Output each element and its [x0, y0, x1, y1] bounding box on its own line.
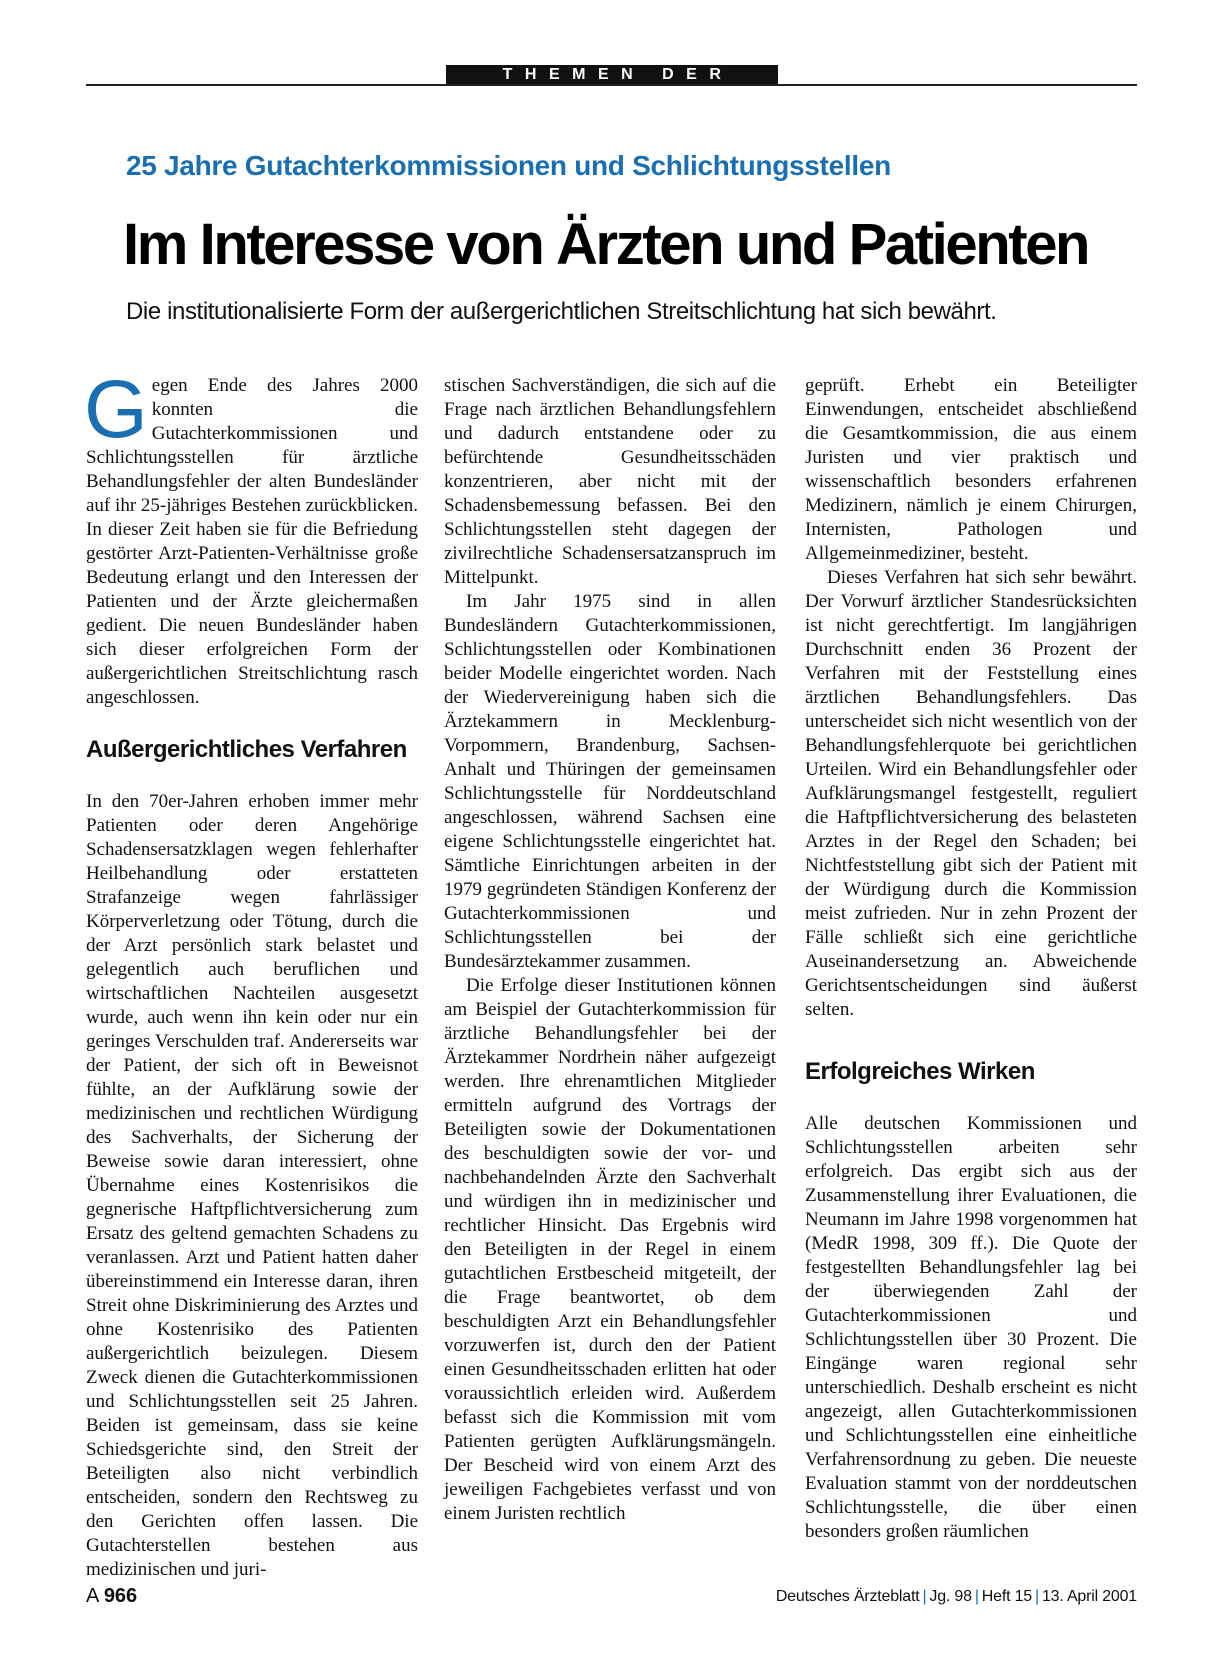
- body-paragraph: Die Erfolge dieser Institutionen können am Beispiel der Gutachterkommission für ärztliche Behandlungsfehler bei der Ärztekammer Nordrhein näher aufgezeigt werden. Ihre ehrenamtlichen Mitglieder ermitteln aufgrund des Vortrags der Beteiligten sowie der Dokumentationen des beschuldigten sowie der vor- und nachbehandelnden Ärzte den Sachverhalt und würdigen ihn in medizinischer und rechtlicher Hinsicht. Das Ergebnis wird den Beteiligten in der Regel in einem gutachtlichen Erstbescheid mitgeteilt, der die Frage beantwortet, ob dem beschuldigten Arzt ein Behandlungsfehler vorzuwerfen ist, durch den der Patient einen Gesundheitsschaden erlitten hat oder voraussichtlich erleiden wird. Außerdem befasst sich die Kommission mit vom Patienten gerügten Aufklärungsmängeln. Der Bescheid wird von einem Arzt des jeweiligen Fachgebietes verfasst und von einem Juristen rechtlich: [444, 975, 776, 1524]
- article-kicker: 25 Jahre Gutachterkommissionen und Schlichtungsstellen: [126, 150, 891, 181]
- body-paragraph: Im Jahr 1975 sind in allen Bundesländern Gutachterkommissionen, Schlichtungsstellen oder Kombinationen beider Modelle eingerichtet worden. Nach der Wiedervereinigung haben sich die Ärztekammern in Mecklenburg-Vorpommern, Brandenburg, Sachsen-Anhalt und Thüringen der gemeinsamen Schlichtungsstelle für Norddeutschland angeschlossen, während Sachsen eine eigene Schlichtungsstelle eingerichtet hat. Sämtliche Einrichtungen arbeiten in der 1979 gegründeten Ständigen Konferenz der Gutachterkommissionen und Schlichtungsstellen bei der Bundesärztekammer zusammen.: [444, 591, 776, 972]
- page-prefix: A: [86, 1585, 99, 1607]
- section-label: THEMEN DER ZEIT: [446, 65, 778, 85]
- page-number-value: 966: [103, 1585, 138, 1607]
- footer-separator: |: [1034, 1588, 1039, 1605]
- article-subhead: Die institutionalisierte Form der außergerichtlichen Streitschlichtung hat sich bewährt.: [126, 298, 997, 325]
- top-rule: [86, 84, 1137, 86]
- page-number: [86, 1585, 137, 1608]
- body-paragraph: geprüft. Erhebt ein Beteiligter Einwendungen, entscheidet abschließend die Gesamtkommission, die aus einem Juristen und vier praktisch und wissenschaftlich besonders erfahrenen Medizinern, nämlich je einem Chirurgen, Internisten, Pathologen und Allgemeinmediziner, besteht.: [805, 375, 1137, 564]
- journal-date: 13. April 2001: [1041, 1588, 1137, 1605]
- journal-issue: Heft 15: [981, 1588, 1032, 1605]
- drop-cap: G: [84, 364, 148, 455]
- body-paragraph: Dieses Verfahren hat sich sehr bewährt. Der Vorwurf ärztlicher Standesrücksichten ist nicht gerechtfertigt. Im langjährigen Durchschnitt enden 36 Prozent der Verfahren mit der Feststellung eines ärztlichen Behandlungsfehlers. Das unterscheidet sich nicht wesentlich von der Behandlungsfehlerquote bei gerichtlichen Urteilen. Wird ein Behandlungsfehler oder Aufklärungsmangel festgestellt, reguliert die Haftpflichtversicherung des belasteten Arztes in der Regel den Schaden; bei Nichtfeststellung gibt sich der Patient mit der Würdigung durch die Kommission meist zufrieden. Nur in zehn Prozent der Fälle schließt sich eine gerichtliche Auseinandersetzung an. Abweichende Gerichtsentscheidungen sind äußerst selten.: [805, 567, 1137, 1020]
- body-paragraph: Alle deutschen Kommissionen und Schlichtungsstellen arbeiten sehr erfolgreich. Das ergibt sich aus der Zusammenstellung ihrer Evaluationen, die Neumann im Jahre 1998 vorgenommen hat (MedR 1998, 309 ff.). Die Quote der festgestellten Behandlungsfehler lag bei der überwiegenden Zahl der Gutachterkommissionen und Schlichtungsstellen über 30 Prozent. Die Eingänge waren regional sehr unterschiedlich. Deshalb erscheint es nicht angezeigt, allen Gutachterkommissionen und Schlichtungsstellen eine einheitliche Verfahrensordnung zu geben. Die neueste Evaluation stammt von der norddeutschen Schlichtungsstelle, die über einen besonders großen räumlichen: [805, 1113, 1137, 1542]
- section-heading-wirken: Erfolgreiches Wirken: [805, 1058, 1035, 1085]
- journal-volume: Jg. 98: [929, 1588, 972, 1605]
- article-headline: Im Interesse von Ärzten und Patienten: [123, 212, 1089, 277]
- intro-text: egen Ende des Jahres 2000 konnten die Gutachterkommissionen und Schlichtungsstellen für ärztliche Behandlungsfehler der alten Bundesländer auf ihr 25-jähriges Bestehen zurückblicken. In dieser Zeit haben sie für die Befriedung gestörter Arzt-Patienten-Verhältnisse große Bedeutung erlangt und den Interessen der Patienten und der Ärzte gleichermaßen gedient. Die neuen Bundesländer haben sich dieser erfolgreichen Form der außergerichtlichen Streitschlichtung rasch angeschlossen.: [86, 375, 418, 708]
- column-2: [444, 374, 776, 1526]
- body-paragraph: stischen Sachverständigen, die sich auf die Frage nach ärztlichen Behandlungsfehlern und dadurch entstandene oder zu befürchtende Gesundheitsschäden konzentrieren, aber nicht mit der Schadensbemessung befassen. Bei den Schlichtungsstellen steht dagegen der zivilrechtliche Schadensersatzanspruch im Mittelpunkt.: [444, 375, 776, 588]
- body-paragraph: In den 70er-Jahren erhoben immer mehr Patienten oder deren Angehörige Schadensersatzklagen wegen fehlerhafter Heilbehandlung oder erstatteten Strafanzeige wegen fahrlässiger Körperverletzung oder Tötung, durch die der Arzt persönlich stark belastet und gelegentlich auch beruflichen und wirtschaftlichen Nachteilen ausgesetzt wurde, auch wenn ihn kein oder nur ein geringes Verschulden traf. Andererseits war der Patient, der sich oft in Beweisnot fühlte, an der Aufklärung sowie der medizinischen und rechtlichen Würdigung des Sachverhalts, der Sicherung der Beweise sowie daran interessiert, ohne Übernahme eines Kostenrisikos die gegnerische Haftpflichtversicherung zum Ersatz des geltend gemachten Schadens zu veranlassen. Arzt und Patient hatten daher übereinstimmend ein Interesse daran, ihren Streit ohne Diskriminierung des Arztes und ohne Kostenrisiko des Patienten außergerichtlich beizulegen. Diesem Zweck dienen die Gutachterkommissionen und Schlichtungsstellen seit 25 Jahren. Beiden ist gemeinsam, dass sie keine Schiedsgerichte sind, den Streit der Beteiligten also nicht verbindlich entscheiden, sondern den Rechtsweg zu den Gerichten offen lassen. Die Gutachterstellen bestehen aus medizinischen und juri-: [86, 791, 418, 1580]
- footer-separator: |: [974, 1588, 979, 1605]
- journal-footer: [776, 1588, 1137, 1606]
- section-heading-verfahren: Außergerichtliches Verfahren: [86, 736, 407, 763]
- column-1: [84, 364, 418, 1582]
- column-3: [805, 374, 1137, 1544]
- journal-name: Deutsches Ärzteblatt: [775, 1588, 920, 1605]
- footer-separator: |: [922, 1588, 927, 1605]
- intro-paragraph: [84, 364, 418, 710]
